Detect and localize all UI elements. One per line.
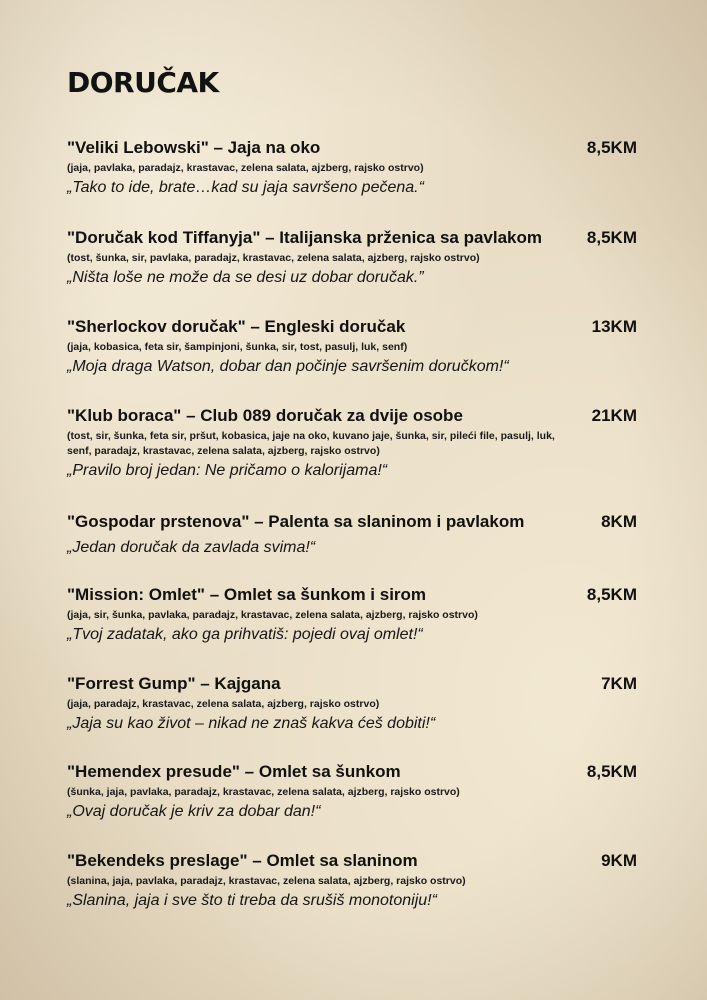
menu-item-forrest-gump (67, 674, 637, 734)
menu-item-bekendeks-preslage (67, 851, 637, 911)
item-quote: „Jedan doručak da zavlada svima!“ (67, 539, 316, 556)
item-name: "Sherlockov doručak" – Engleski doručak (67, 317, 406, 336)
item-quote: „Pravilo broj jedan: Ne pričamo o kalorijama!“ (67, 462, 388, 479)
item-price: 8,5KM (586, 138, 637, 157)
item-price: 21KM (591, 406, 637, 425)
menu-item-sherlockov-dorucak (67, 317, 637, 377)
item-description: (jaja, kobasica, feta sir, šampinjoni, šunka, sir, tost, pasulj, luk, senf) (67, 341, 408, 353)
item-name: "Doručak kod Tiffanyja" – Italijanska prženica sa pavlakom (67, 228, 542, 247)
item-name: "Bekendeks preslage" – Omlet sa slaninom (67, 851, 418, 870)
item-name: "Veliki Lebowski" – Jaja na oko (67, 138, 321, 157)
item-price: 8,5KM (586, 585, 637, 604)
menu-item-veliki-lebowski (67, 138, 637, 198)
item-price: 9KM (601, 851, 637, 870)
item-price: 8,5KM (586, 762, 637, 781)
item-name: "Forrest Gump" – Kajgana (67, 674, 281, 693)
item-description: (šunka, jaja, pavlaka, paradajz, krastavac, zelena salata, ajzberg, rajsko ostrvo) (67, 786, 460, 798)
item-price: 8,5KM (586, 228, 637, 247)
item-description: (jaja, pavlaka, paradajz, krastavac, zelena salata, ajzberg, rajsko ostrvo) (67, 162, 424, 174)
item-price: 7KM (601, 674, 637, 693)
item-quote: „Ovaj doručak je kriv za dobar dan!“ (67, 803, 321, 820)
menu-item-dorucak-kod-tiffanyja (67, 228, 637, 288)
item-price: 8KM (601, 512, 637, 531)
item-name: "Gospodar prstenova" – Palenta sa slaninom i pavlakom (67, 512, 525, 531)
item-price: 13KM (591, 317, 637, 336)
item-description: (tost, šunka, sir, pavlaka, paradajz, krastavac, zelena salata, ajzberg, rajsko ostrvo) (67, 252, 480, 264)
menu-item-hemendex-presude (67, 762, 637, 822)
item-name: "Klub boraca" – Club 089 doručak za dvije osobe (67, 406, 463, 425)
item-quote: „Ništa loše ne može da se desi uz dobar doručak.” (67, 269, 424, 286)
menu-item-gospodar-prstenova (67, 512, 637, 558)
page-title: DORUČAK (67, 66, 219, 99)
item-description: (jaja, paradajz, krastavac, zelena salata, ajzberg, rajsko ostrvo) (67, 698, 380, 710)
item-name: "Hemendex presude" – Omlet sa šunkom (67, 762, 401, 781)
item-description: (jaja, sir, šunka, pavlaka, paradajz, krastavac, zelena salata, ajzberg, rajsko ostrvo) (67, 609, 478, 621)
item-quote: „Jaja su kao život – nikad ne znaš kakva ćeš dobiti!“ (67, 715, 436, 732)
menu-item-klub-boraca (67, 406, 637, 481)
item-description: (slanina, jaja, pavlaka, paradajz, krastavac, zelena salata, ajzberg, rajsko ostrvo) (67, 875, 466, 887)
menu-item-mission-omlet (67, 585, 637, 645)
item-description: (tost, sir, šunka, feta sir, pršut, kobasica, jaje na oko, kuvano jaje, šunka, sir, pileći file, pasulj, luk, senf, paradajz, krastavac, zelena salata, ajzberg, rajsko ostrvo) (67, 430, 555, 457)
item-quote: „Tako to ide, brate…kad su jaja savršeno pečena.“ (67, 179, 424, 196)
item-quote: „Slanina, jaja i sve što ti treba da srušiš monotoniju!“ (67, 892, 437, 909)
item-name: "Mission: Omlet" – Omlet sa šunkom i sirom (67, 585, 427, 604)
item-quote: „Moja draga Watson, dobar dan počinje savršenim doručkom!“ (67, 358, 509, 375)
item-quote: „Tvoj zadatak, ako ga prihvatiš: pojedi ovaj omlet!“ (67, 626, 423, 643)
